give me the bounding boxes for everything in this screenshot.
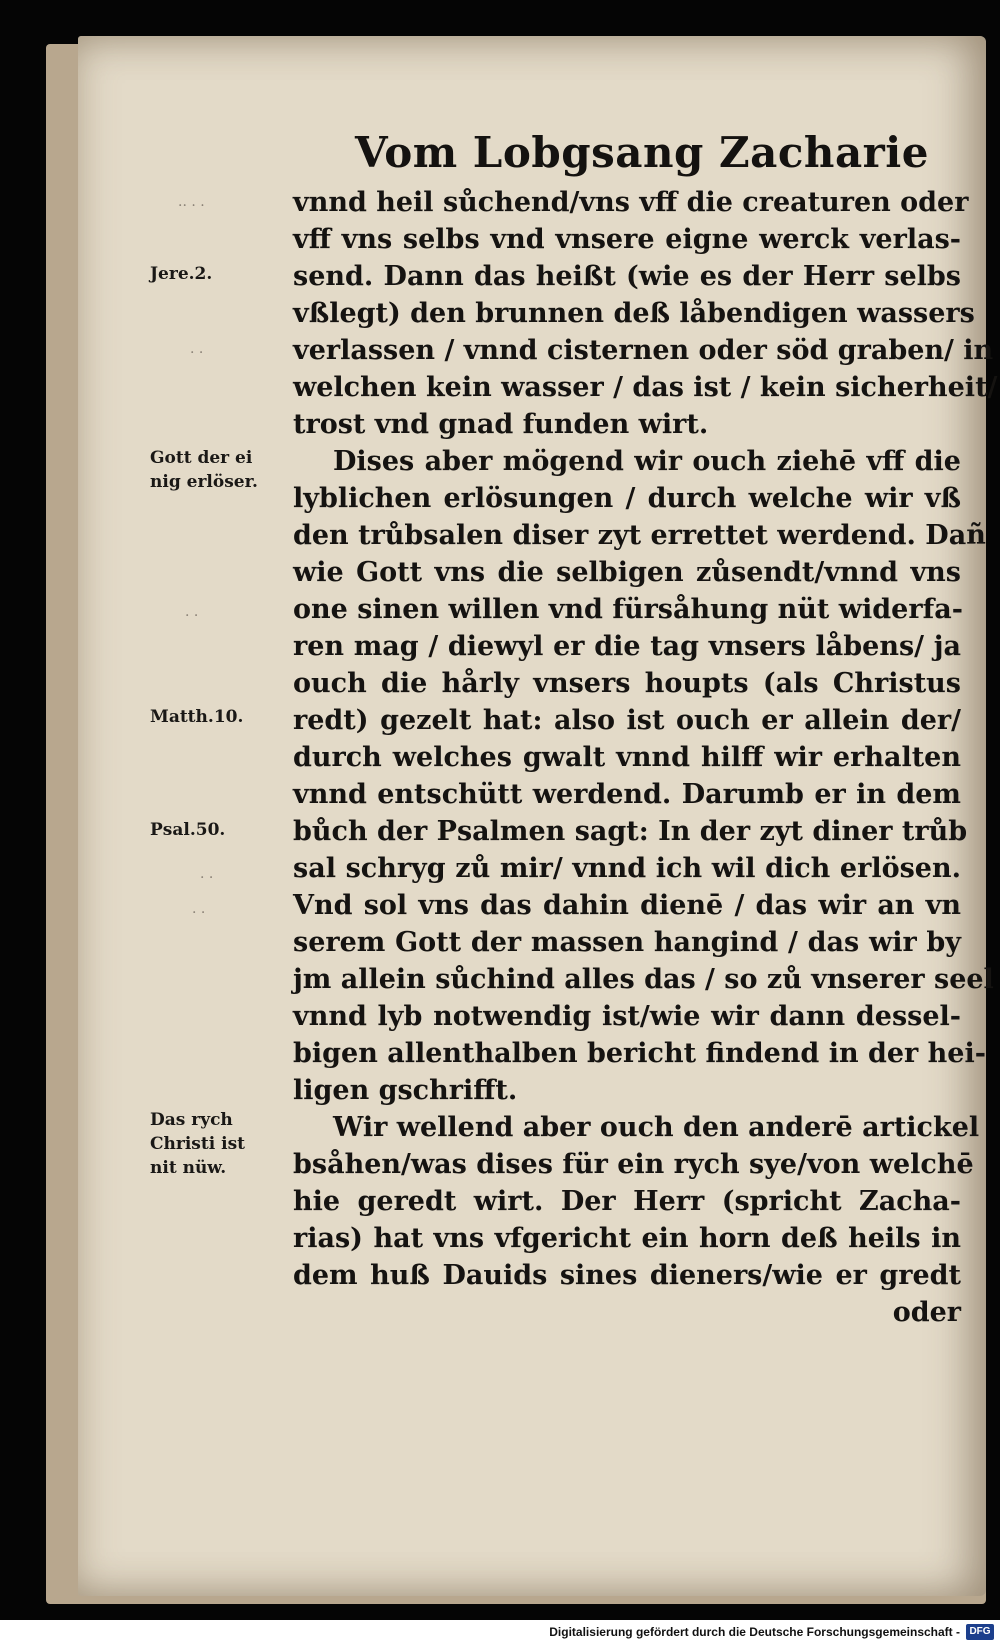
margin-note-gott-line2: nig erlöser. [150, 472, 258, 492]
footer-funding-text: Digitalisierung gefördert durch die Deutsche Forschungsgemeinschaft - [549, 1625, 960, 1639]
body-line: dem huß Dauids sines dieners/wie er gredt [293, 1260, 961, 1291]
body-line: bigen allenthalben bericht findend in der hei- [293, 1038, 986, 1069]
margin-speck: ·· · · [178, 198, 205, 214]
body-line: vnnd entschütt werdend. Darumb er in dem [293, 779, 961, 810]
margin-note-rych-line1: Das rych [150, 1110, 233, 1130]
body-line: sal schryg zů mir/ vnnd ich wil dich erlösen. [293, 853, 961, 884]
body-line: redt) gezelt hat: also ist ouch er allein der/ [293, 705, 961, 736]
body-line: vnnd lyb notwendig ist/wie wir dann dessel- [293, 1001, 961, 1032]
margin-speck: · · [192, 905, 206, 921]
margin-speck: · · [200, 870, 214, 886]
body-line: bůch der Psalmen sagt: In der zyt diner trůb [293, 816, 968, 847]
catchword: oder [892, 1297, 961, 1328]
margin-note-gott-line1: Gott der ei [150, 448, 253, 468]
body-line-paragraph-start: Dises aber mögend wir ouch ziehē vff die [333, 446, 961, 477]
body-line: ouch die hårly vnsers houpts (als Christus [293, 668, 961, 699]
body-line: vnnd heil sůchend/vns vff die creaturen oder [293, 187, 969, 218]
body-line: serem Gott der massen hangind / das wir by [293, 927, 961, 958]
margin-note-rych-line3: nit nüw. [150, 1158, 227, 1178]
body-line: ligen gschrifft. [293, 1075, 518, 1106]
body-line: jm allein sůchind alles das / so zů vnserer seel [293, 964, 994, 995]
body-line: wie Gott vns die selbigen zůsendt/vnnd vns [293, 557, 961, 588]
body-line: Vnd sol vns das dahin dienē / das wir an vn [293, 890, 961, 921]
margin-note-matth: Matth.10. [150, 707, 244, 727]
margin-speck: · · [190, 345, 204, 361]
margin-speck: · · [185, 608, 199, 624]
body-line: vßlegt) den brunnen deß låbendigen wassers [293, 298, 975, 329]
margin-note-psal: Psal.50. [150, 820, 226, 840]
footer-bar [0, 1620, 1000, 1645]
body-line: vff vns selbs vnd vnsere eigne werck verlas- [293, 224, 961, 255]
body-line: verlassen / vnnd cisternen oder söd graben/ in [293, 335, 994, 366]
body-line: send. Dann das heißt (wie es der Herr selbs [293, 261, 961, 292]
body-line: hie geredt wirt. Der Herr (spricht Zacha- [293, 1186, 961, 1217]
body-line: durch welches gwalt vnnd hilff wir erhalten [293, 742, 961, 773]
body-line: welchen kein wasser / das ist / kein sicherheit/ [293, 372, 998, 403]
body-line-paragraph-start: Wir wellend aber ouch den anderē artickel [333, 1112, 980, 1143]
body-line: ren mag / diewyl er die tag vnsers låbens/ ja [293, 631, 961, 662]
body-line: lyblichen erlösungen / durch welche wir vß [293, 483, 961, 514]
body-line: one sinen willen vnd fürsåhung nüt widerfa- [293, 594, 963, 625]
body-line: trost vnd gnad funden wirt. [293, 409, 709, 440]
body-line: den trůbsalen diser zyt errettet werdend. Dañ [293, 520, 986, 551]
margin-note-jere: Jere.2. [150, 264, 213, 284]
body-line: bsåhen/was dises für ein rych sye/von welchē [293, 1149, 974, 1180]
dfg-logo: DFG [966, 1624, 994, 1640]
margin-note-rych-line2: Christi ist [150, 1134, 245, 1154]
body-line: rias) hat vns vfgericht ein horn deß heils in [293, 1223, 961, 1254]
running-head: Vom Lobgsang Zacharie [355, 128, 929, 177]
